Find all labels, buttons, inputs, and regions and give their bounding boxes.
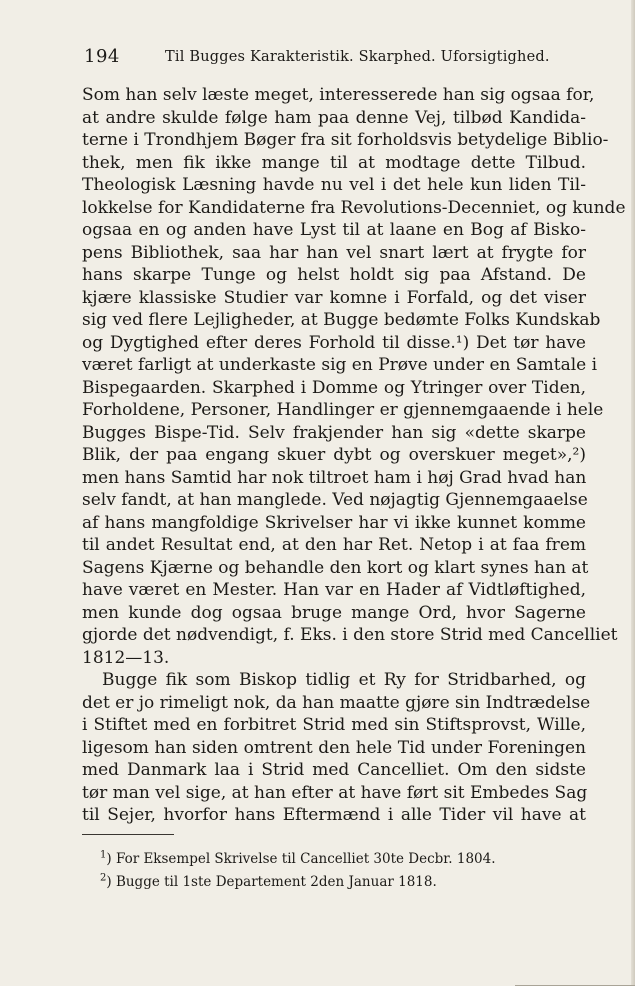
text-line: thek, men fik ikke mange til at modtage dette Tilbud. <box>82 152 586 173</box>
text-line: tør man vel sige, at han efter at have ført sit Embedes Sag <box>82 782 588 803</box>
page-edge <box>631 0 635 986</box>
footnote-text: Bugge til 1ste Departement 2den Januar 1818. <box>115 874 437 890</box>
running-title: Til Bugges Karakteristik. Skarphed. Uforsigtighed. <box>165 49 550 65</box>
text-line: Som han selv læste meget, interesserede han sig ogsaa for, <box>82 85 595 105</box>
text-line: lokkelse for Kandidaterne fra Revolutions-Decenniet, og kunde <box>82 197 626 218</box>
footnote-divider <box>82 834 174 835</box>
text-line: Theologisk Læsning havde nu vel i det hele kun liden Til- <box>82 175 586 195</box>
text-line: Blik, der paa engang skuer dybt og overskuer meget»,²) <box>82 445 586 465</box>
footnotes <box>100 848 580 894</box>
text-line: men hans Samtid har nok tiltroet ham i høj Grad hvad han <box>82 467 587 488</box>
text-line: og Dygtighed efter deres Forhold til disse.¹) Det tør have <box>82 332 586 353</box>
footnote-text: For Eksempel Skrivelse til Cancelliet 30te Decbr. 1804. <box>115 851 496 867</box>
footnote-1: $^1$) For Eksempel Skrivelse til Cancelliet 30te Decbr. 1804. <box>100 849 496 867</box>
text-line: at andre skulde følge ham paa denne Vej, tilbød Kandida- <box>82 107 586 128</box>
body-text <box>82 84 626 827</box>
text-line: gjorde det nødvendigt, f. Eks. i den store Strid med Cancelliet <box>82 625 618 645</box>
text-line: selv fandt, at han manglede. Ved nøjagtig Gjennemgaaelse <box>82 490 588 510</box>
text-line: hans skarpe Tunge og helst holdt sig paa Afstand. De <box>82 265 586 285</box>
text-line: Sagens Kjærne og behandle den kort og klart synes han at <box>82 557 589 578</box>
text-line: det er jo rimeligt nok, da han maatte gjøre sin Indtrædelse <box>82 692 591 713</box>
text-line: Forholdene, Personer, Handlinger er gjennemgaaende i hele <box>82 400 604 420</box>
text-line: af hans mangfoldige Skrivelser har vi ikke kunnet komme <box>82 512 586 533</box>
text-line: pens Bibliothek, saa har han vel snart lært at frygte for <box>82 242 586 263</box>
page-corner-line <box>515 963 635 986</box>
text-line: ogsaa en og anden have Lyst til at laane en Bog af Bisko- <box>82 220 586 240</box>
text-line: sig ved flere Lejligheder, at Bugge bedømte Folks Kundskab <box>82 310 601 330</box>
text-line: terne i Trondhjem Bøger fra sit forholdsvis betydelige Biblio- <box>82 130 609 150</box>
page-header <box>82 46 590 70</box>
text-line: have været en Mester. Han var en Hader af Vidtløftighed, <box>82 580 586 600</box>
text-line: til Sejer, hvorfor hans Eftermænd i alle Tider vil have at <box>82 805 586 825</box>
text-line: Bugges Bispe-Tid. Selv frakjender han sig «dette skarpe <box>82 422 586 443</box>
text-line: i Stiftet med en forbitret Strid med sin Stiftsprovst, Wille, <box>82 715 586 735</box>
text-line: 1812—13. <box>82 647 170 668</box>
text-line: med Danmark laa i Strid med Cancelliet. Om den sidste <box>82 760 586 780</box>
text-line: Bugge fik som Biskop tidlig et Ry for Stridbarhed, og <box>102 670 586 690</box>
text-line: kjære klassiske Studier var komne i Forfald, og det viser <box>82 287 586 308</box>
footnote-marker: 2 <box>100 872 107 884</box>
footnote-marker: 1 <box>100 849 107 861</box>
text-line: Bispegaarden. Skarphed i Domme og Ytringer over Tiden, <box>82 377 586 398</box>
footnote-2: $^2$) Bugge til 1ste Departement 2den Januar 1818. <box>100 872 437 890</box>
text-line: til andet Resultat end, at den har Ret. Netop i at faa frem <box>82 535 586 555</box>
text-line: ligesom han siden omtrent den hele Tid under Foreningen <box>82 737 586 758</box>
text-line: men kunde dog ogsaa bruge mange Ord, hvor Sagerne <box>82 602 586 623</box>
text-line: været farligt at underkaste sig en Prøve under en Samtale i <box>82 355 598 375</box>
page-number: 194 <box>84 46 120 67</box>
